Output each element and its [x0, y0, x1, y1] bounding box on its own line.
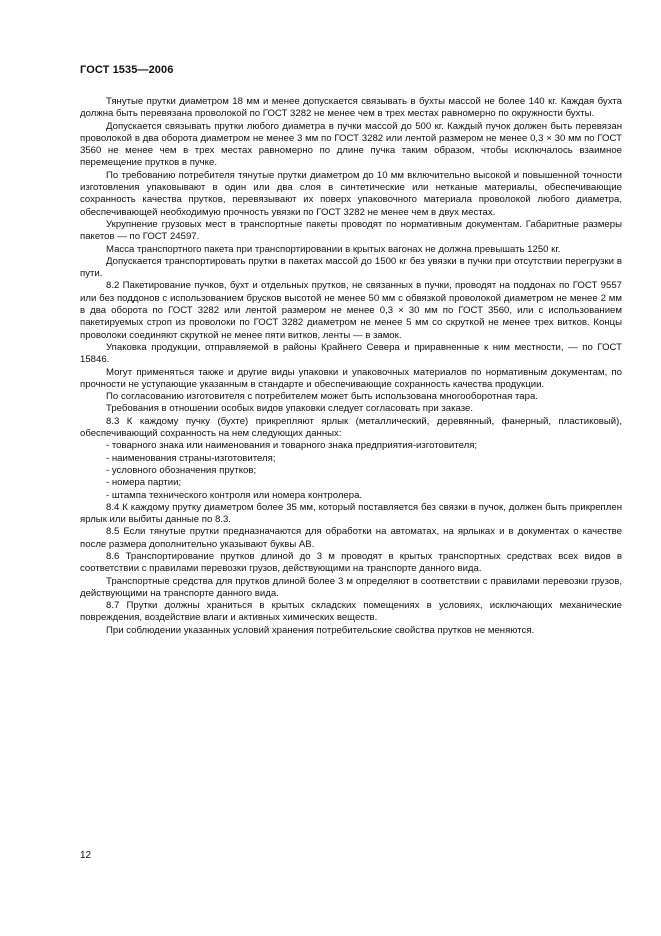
paragraph: По требованию потребителя тянутые прутки диаметром до 10 мм включительно высокой и повышенной точности изготовления упаковывают в один или два слоя в синтетические или нетканые материалы, обеспечивающие сохранность качества прутков, перевязывают их поверх упаковочного материала проволокой любого диаметра, обеспечивающей необходимую прочность увязки по ГОСТ 3282 не менее чем в двух местах.: [80, 169, 622, 218]
document-header: ГОСТ 1535—2006: [80, 64, 174, 76]
paragraph-8-7: 8.7 Прутки должны храниться в крытых складских помещениях в условиях, исключающих механические повреждения, воздействие влаги и активных химических веществ.: [80, 600, 622, 624]
paragraph: По согласованию изготовителя с потребителем может быть использована многооборотная тара.: [106, 391, 538, 403]
document-body: [80, 96, 622, 637]
list-item: - наименования страны-изготовителя;: [106, 452, 276, 464]
paragraph: Требования в отношении особых видов упаковки следует согласовать при заказе.: [106, 403, 474, 415]
paragraph: Масса транспортного пакета при транспортировании в крытых вагонах не должна превышать 1250 кг.: [106, 243, 561, 255]
paragraph: При соблюдении указанных условий хранения потребительские свойства прутков не меняются.: [106, 624, 535, 636]
page-number: 12: [80, 850, 92, 861]
paragraph-8-4: 8.4 К каждому прутку диаметром более 35 мм, который поставляется без связки в пучок, должен быть прикреплен ярлык или выбиты данные по 8.3.: [80, 501, 622, 526]
list-item: - штампа технического контроля или номера контролера.: [106, 489, 363, 501]
paragraph: Транспортные средства для прутков длиной более 3 м определяют в соответствии с правилами перевозки грузов, действующими на транспорте данного вида.: [80, 575, 622, 599]
paragraph: Допускается транспортировать прутки в пакетах массой до 1500 кг без увязки в пучки при отсутствии перегрузки в пути.: [80, 255, 622, 280]
paragraph: Допускается связывать прутки любого диаметра в пучки массой до 500 кг. Каждый пучок должен быть перевязан проволокой в два оборота диаметром не менее 3 мм по ГОСТ 3282 или лентой размером не менее 0,3 × 30 мм по ГОСТ 3560 не менее чем в трех местах равномерно по длине пучка таким образом, чтобы исключалось взаимное перемещение прутков в пучке.: [80, 120, 622, 169]
list-item: - номера партии;: [106, 477, 182, 489]
list-item: - товарного знака или наименования и товарного знака предприятия-изготовителя;: [106, 440, 478, 452]
paragraph: Укрупнение грузовых мест в транспортные пакеты проводят по нормативным документам. Габаритные размеры пакетов — по ГОСТ 24597.: [80, 218, 622, 243]
paragraph-8-6: 8.6 Транспортирование прутков длиной до 3 м проводят в крытых транспортных средствах всех видов в соответствии с правилами перевозки грузов, действующими на транспорте данного вида.: [80, 550, 622, 575]
label-data-list: [80, 440, 622, 501]
list-item: - условного обозначения прутков;: [106, 464, 257, 476]
paragraph-8-3: 8.3 К каждому пучку (бухте) прикрепляют ярлык (металлический, деревянный, фанерный, пластиковый), обеспечивающий сохранность на нем следующих данных:: [80, 415, 622, 440]
paragraph-8-2: 8.2 Пакетирование пучков, бухт и отдельных прутков, не связанных в пучки, проводят на поддонах по ГОСТ 9557 или без поддонов с использованием брусков высотой не менее 50 мм с обвязкой проволокой диаметром не менее 2 мм в два оборота по ГОСТ 3282 или лентой размером не менее 0,3 × 30 мм по ГОСТ 3560, или с использованием пакетируемых строп из проволоки по ГОСТ 3282 диаметром не менее 5 мм со скруткой не менее трех витков. Концы проволоки соединяют скруткой не менее пяти витков, ленты — в замок.: [80, 280, 622, 341]
paragraph: Тянутые прутки диаметром 18 мм и менее допускается связывать в бухты массой не более 140 кг. Каждая бухта должна быть перевязана проволокой по ГОСТ 3282 не менее чем в трех местах равномерно по окружности бухты.: [80, 96, 622, 120]
paragraph: Упаковка продукции, отправляемой в районы Крайнего Севера и приравненные к ним местности, — по ГОСТ 15846.: [80, 341, 622, 366]
paragraph-8-5: 8.5 Если тянутые прутки предназначаются для обработки на автоматах, на ярлыках и в документах о качестве после размера дополнительно указывают буквы АВ.: [80, 526, 622, 550]
paragraph: Могут применяться также и другие виды упаковки и упаковочных материалов по нормативным документам, по прочности не уступающие указанным в стандарте и обеспечивающие сохранность качества продукции.: [80, 366, 622, 390]
